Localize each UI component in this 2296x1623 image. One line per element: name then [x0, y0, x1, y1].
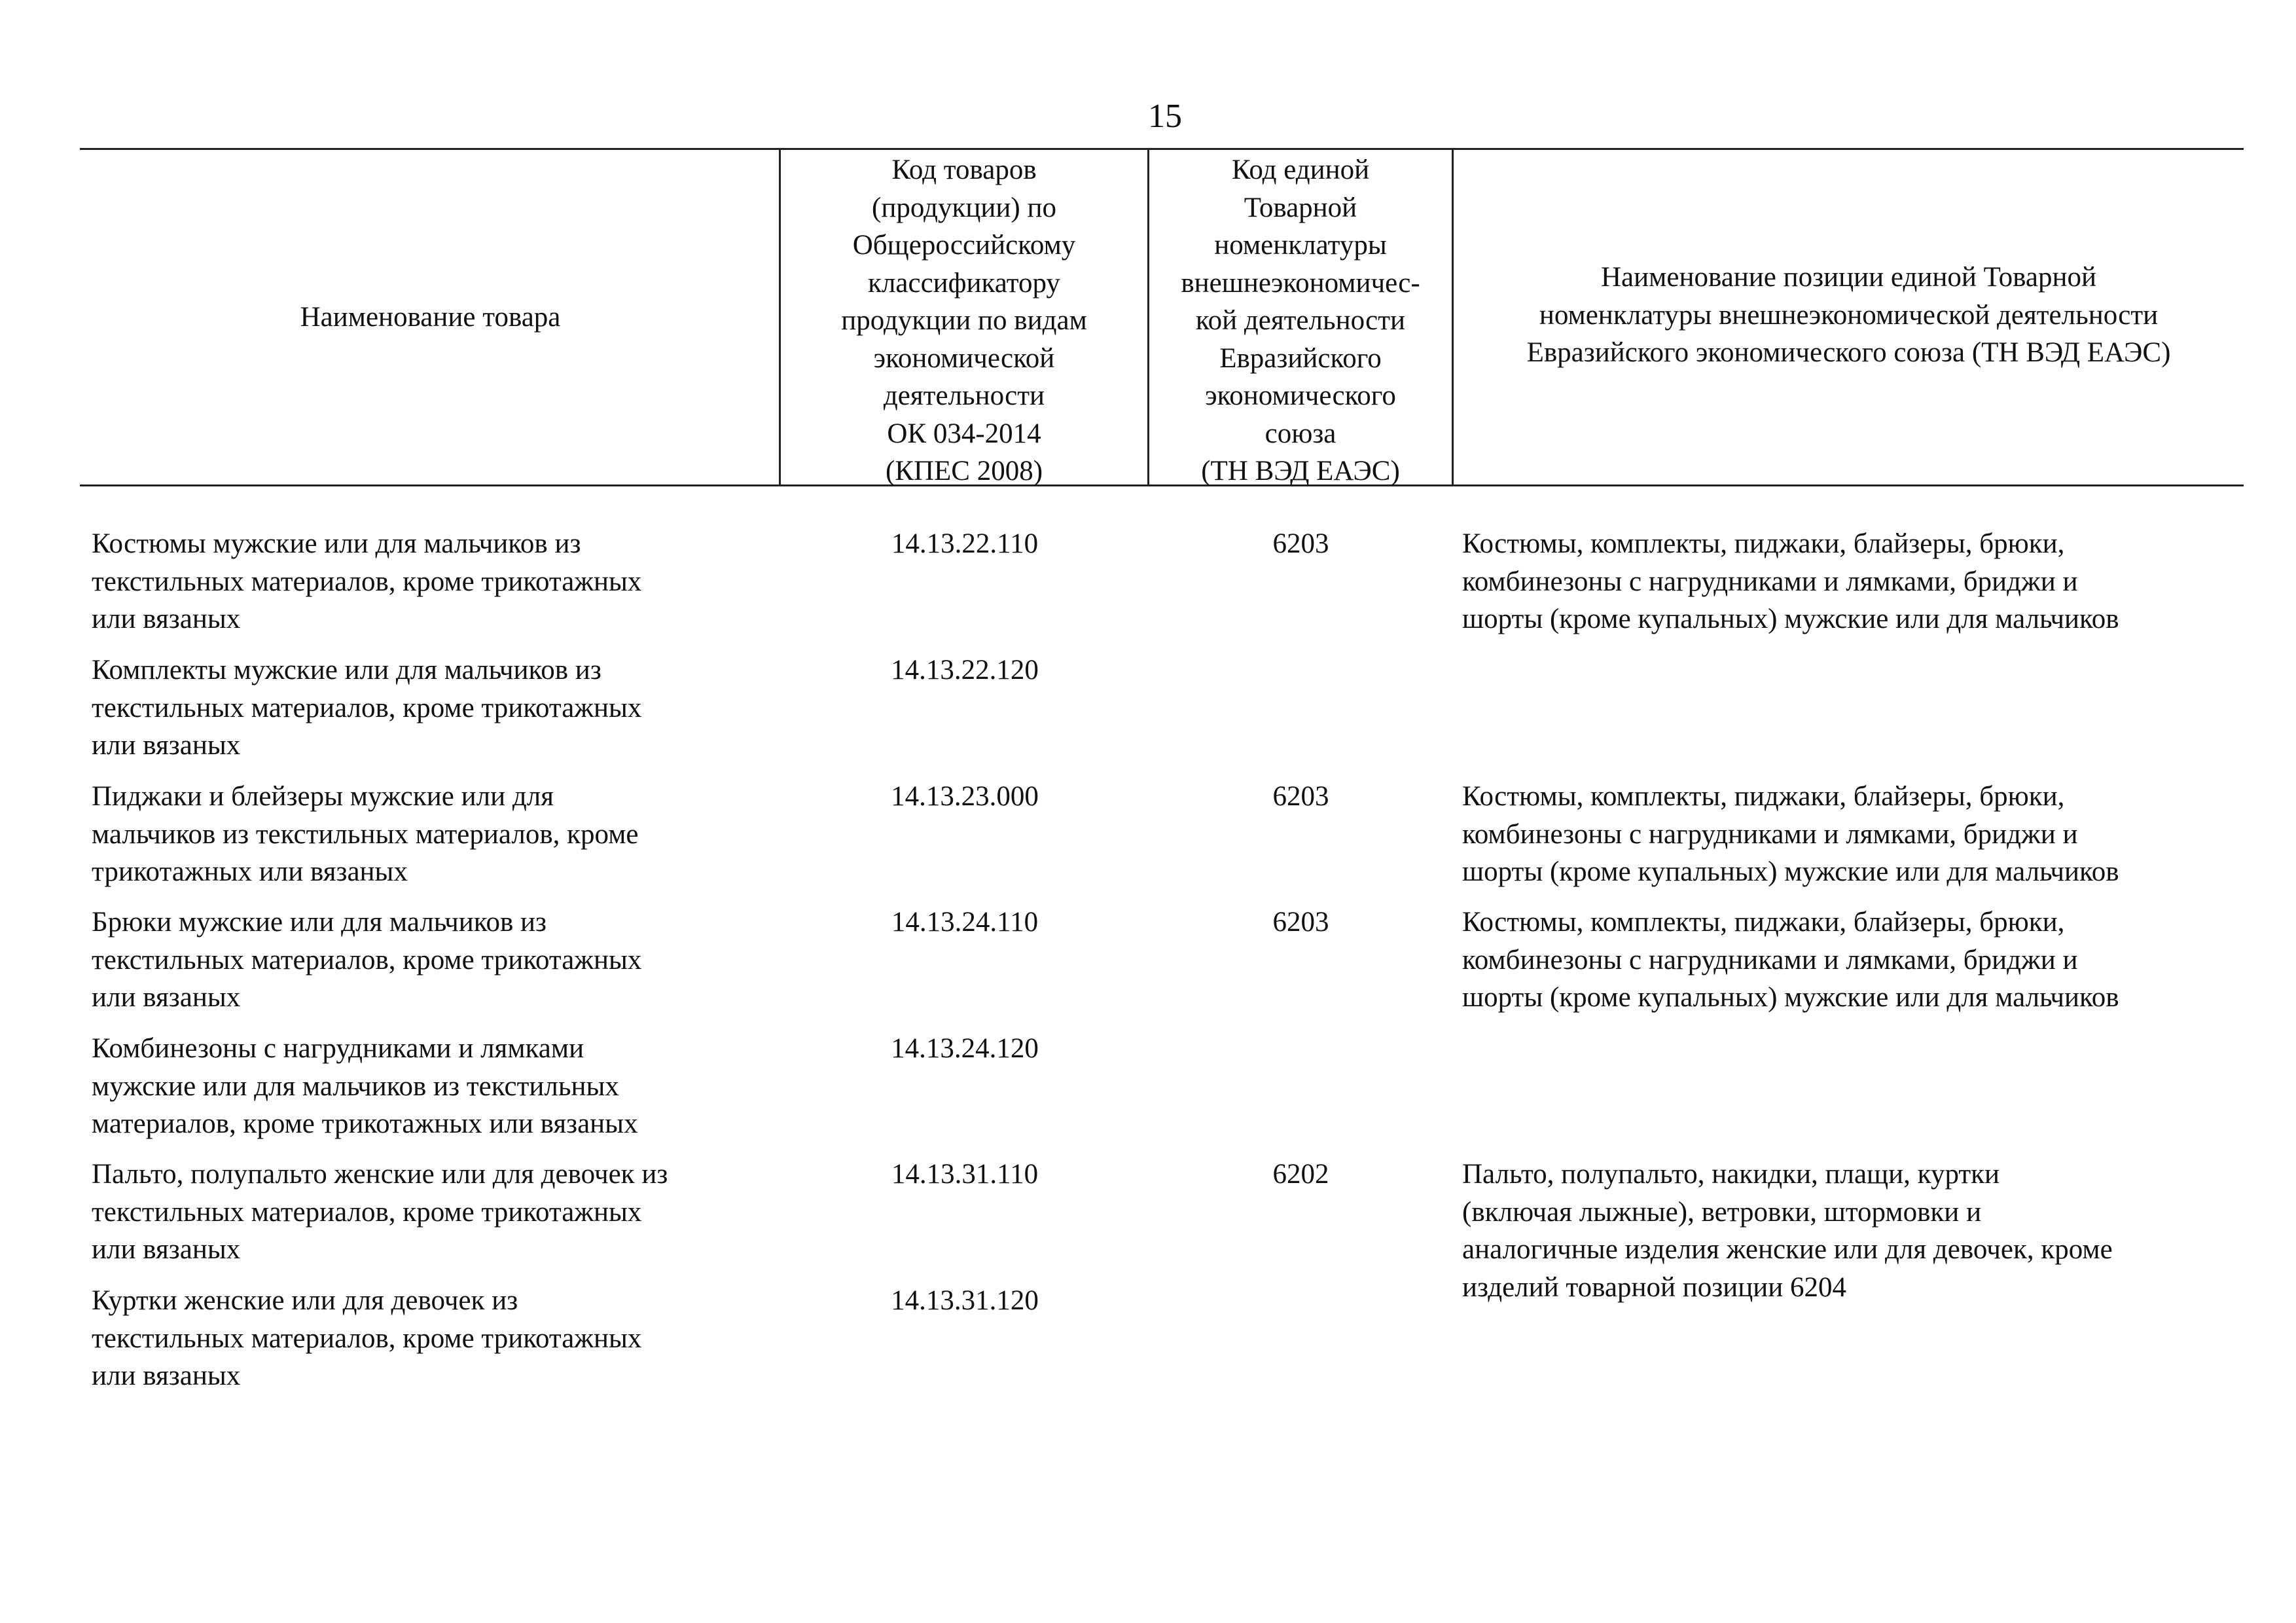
tnved-description-cell: Пальто, полупальто, накидки, плащи, куртки (включая лыжные), ветровки, штормовки и аналогичные изделия женские или для девочек, кроме изделий товарной позиции 6204 [1462, 1159, 2113, 1303]
product-name-cell: Куртки женские или для девочек из текстильных материалов, кроме трикотажных или вязаных [92, 1285, 642, 1391]
tnved-code-cell: 6202 [1272, 1159, 1329, 1190]
tnved-description-cell: Костюмы, комплекты, пиджаки, блайзеры, брюки, комбинезоны с нагрудниками и лямками, бриджи и шорты (кроме купальных) мужские или для мальчиков [1462, 528, 2119, 634]
okpd-code-cell: 14.13.24.110 [891, 907, 1039, 938]
header-tnved-code: Код единой Товарной номенклатуры внешнеэкономичес- кой деятельности Евразийского экономического союза (ТН ВЭД ЕАЭС) [1181, 155, 1420, 486]
tnved-code-cell: 6203 [1272, 907, 1329, 938]
product-name-cell: Комбинезоны с нагрудниками и лямками мужские или для мальчиков из текстильных материалов, кроме трикотажных или вязаных [92, 1033, 638, 1139]
tnved-code-cell: 6203 [1272, 781, 1329, 812]
header-tnved-position-name: Наименование позиции единой Товарной номенклатуры внешнеэкономической деятельности Евразийского экономического союза (ТН ВЭД ЕАЭС) [1526, 262, 2171, 368]
header-okpd-code: Код товаров (продукции) по Общероссийскому классификатору продукции по видам экономической деятельности ОК 034-2014 (КПЕС 2008) [841, 155, 1087, 486]
product-name-cell: Комплекты мужские или для мальчиков из текстильных материалов, кроме трикотажных или вязаных [92, 655, 642, 761]
product-name-cell: Брюки мужские или для мальчиков из текстильных материалов, кроме трикотажных или вязаных [92, 907, 642, 1013]
okpd-code-cell: 14.13.22.120 [891, 655, 1039, 685]
okpd-code-cell: 14.13.23.000 [891, 781, 1039, 812]
okpd-code-cell: 14.13.24.120 [891, 1033, 1039, 1064]
page-number: 15 [1148, 98, 1182, 135]
header-product-name: Наименование товара [300, 301, 561, 333]
product-name-cell: Пиджаки и блейзеры мужские или для мальчиков из текстильных материалов, кроме трикотажных или вязаных [92, 781, 639, 887]
product-name-cell: Костюмы мужские или для мальчиков из текстильных материалов, кроме трикотажных или вязаных [92, 528, 642, 634]
product-name-cell: Пальто, полупальто женские или для девочек из текстильных материалов, кроме трикотажных или вязаных [92, 1159, 668, 1265]
tnved-description-cell: Костюмы, комплекты, пиджаки, блайзеры, брюки, комбинезоны с нагрудниками и лямками, бриджи и шорты (кроме купальных) мужские или для мальчиков [1462, 907, 2119, 1013]
tnved-description-cell: Костюмы, комплекты, пиджаки, блайзеры, брюки, комбинезоны с нагрудниками и лямками, бриджи и шорты (кроме купальных) мужские или для мальчиков [1462, 781, 2119, 887]
okpd-code-cell: 14.13.31.110 [891, 1159, 1039, 1190]
tnved-code-cell: 6203 [1272, 528, 1329, 559]
okpd-code-cell: 14.13.22.110 [891, 528, 1039, 559]
okpd-code-cell: 14.13.31.120 [891, 1285, 1039, 1316]
